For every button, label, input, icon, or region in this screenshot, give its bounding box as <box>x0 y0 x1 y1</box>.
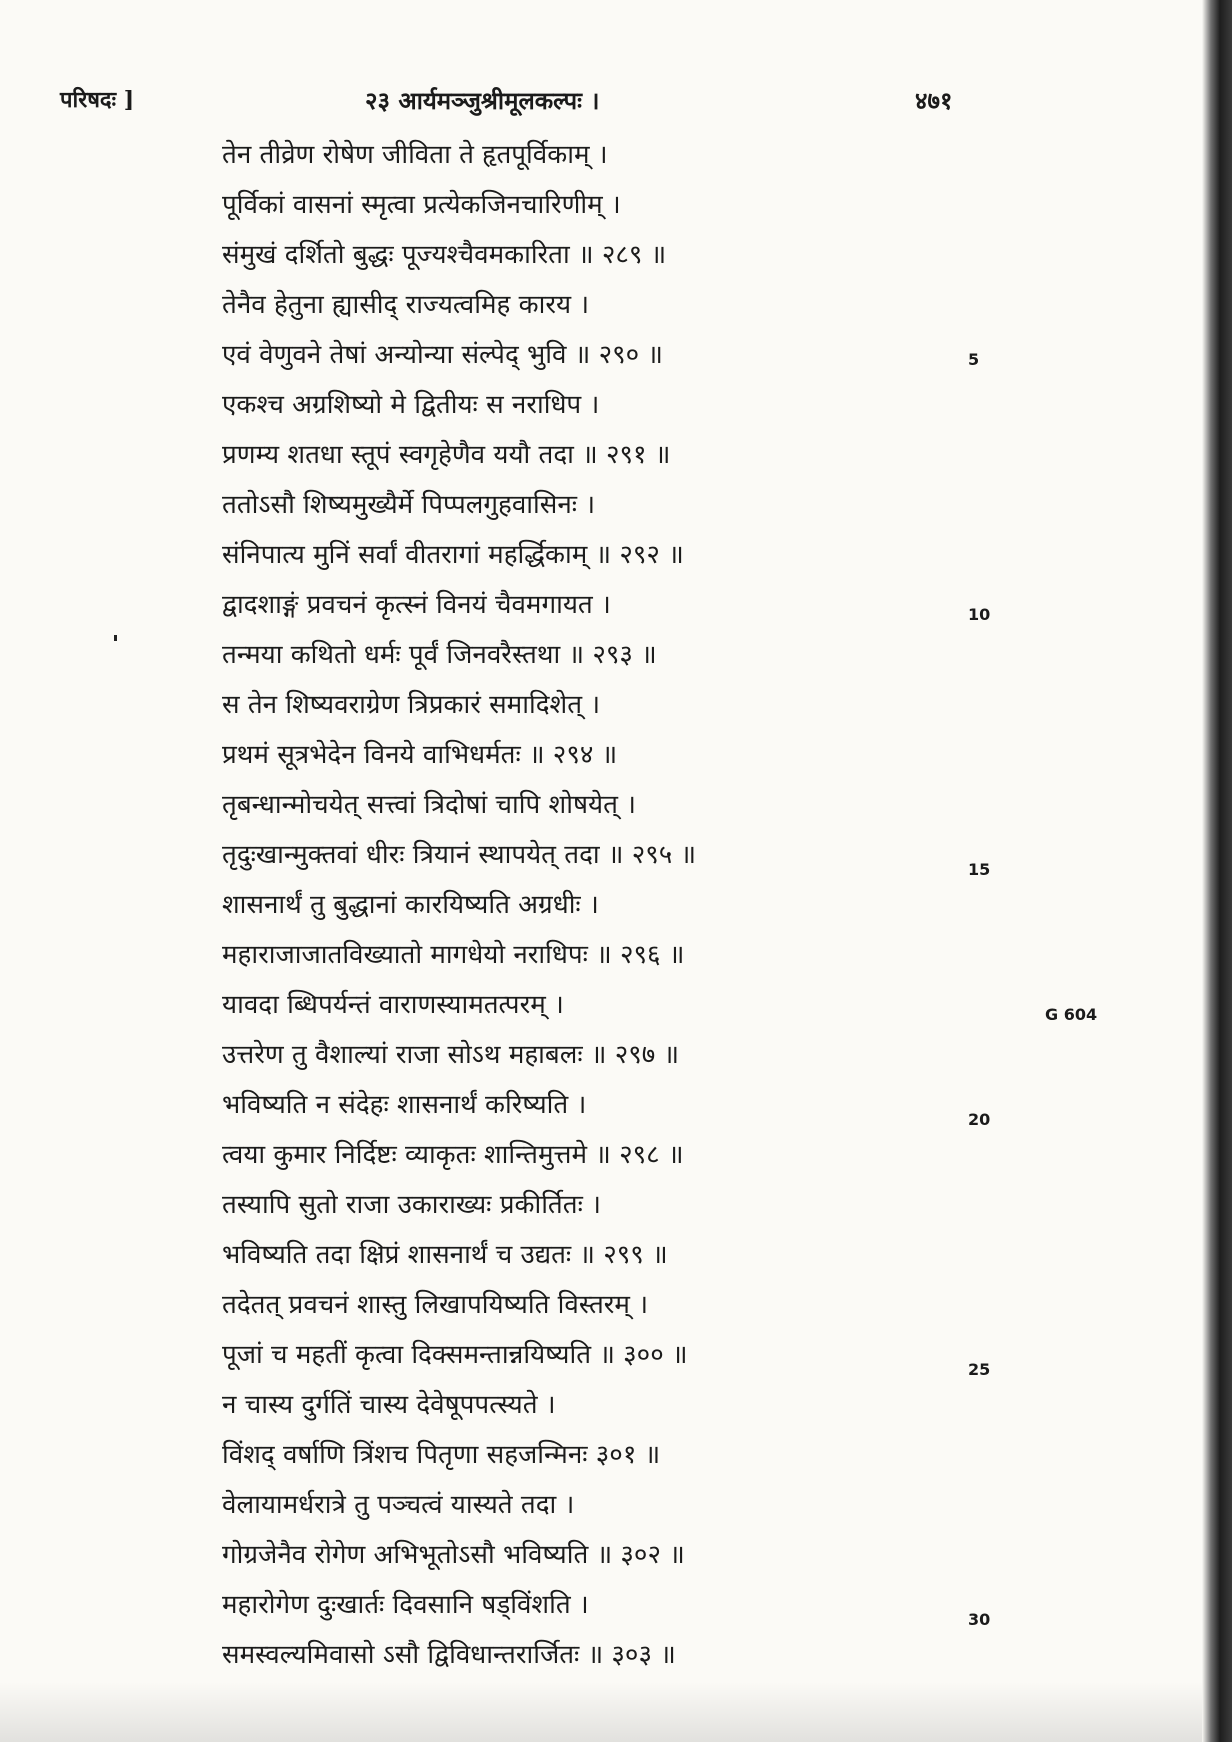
verse-line: प्रथमं सूत्रभेदेन विनये वाभिधर्मतः ॥ २९४ ॥ <box>222 740 618 770</box>
side-reference: G 604 <box>1045 1005 1098 1024</box>
margin-line-number: 15 <box>968 860 991 879</box>
verse-line: वेलायामर्धरात्रे तु पञ्चत्वं यास्यते तदा । <box>222 1490 575 1520</box>
verse-line: तदेतत् प्रवचनं शास्तु लिखापयिष्यति विस्तरम् । <box>222 1290 649 1320</box>
verse-line: तेन तीव्रेण रोषेण जीविता ते हृतपूर्विकाम् । <box>222 140 608 170</box>
verse-line: द्वादशाङ्गं प्रवचनं कृत्स्नं विनयं चैवमगायत । <box>222 590 611 620</box>
verse-line: तेनैव हेतुना ह्यासीद् राज्यत्वमिह कारय । <box>222 290 590 320</box>
verse-line: गोग्रजेनैव रोगेण अभिभूतोऽसौ भविष्यति ॥ ३०२ ॥ <box>222 1540 685 1570</box>
verse-line: एकश्च अग्रशिष्यो मे द्वितीयः स नराधिप । <box>222 390 600 420</box>
verse-line: ततोऽसौ शिष्यमुख्यैर्मे पिप्पलगुहवासिनः । <box>222 490 596 520</box>
verse-line: शासनार्थं तु बुद्धानां कारयिष्यति अग्रधीः । <box>222 890 599 920</box>
running-header <box>0 84 1232 124</box>
page-title: २३ आर्यमञ्जुश्रीमूलकल्पः । <box>365 86 600 115</box>
verse-line: संनिपात्य मुनिं सर्वां वीतरागां महर्द्धिकाम् ॥ २९२ ॥ <box>222 540 684 570</box>
verse-line: यावदा ब्धिपर्यन्तं वाराणस्यामतत्परम् । <box>222 990 564 1020</box>
scan-noise <box>0 1682 1232 1742</box>
verse-line: न चास्य दुर्गतिं चास्य देवेषूपपत्स्यते । <box>222 1390 556 1420</box>
verse-line: महाराजाजातविख्यातो मागधेयो नराधिपः ॥ २९६ ॥ <box>222 940 685 970</box>
verse-line: प्रणम्य शतधा स्तूपं स्वगृहेणैव ययौ तदा ॥ २९१ ॥ <box>222 440 671 470</box>
chapter-label: परिषदः ] <box>60 87 135 113</box>
verse-line: स तेन शिष्यवराग्रेण त्रिप्रकारं समादिशेत् । <box>222 690 601 720</box>
verse-line: तन्मया कथितो धर्मः पूर्वं जिनवरैस्तथा ॥ २९३ ॥ <box>222 640 657 670</box>
verse-line: समस्वल्यमिवासो ऽसौ द्विविधान्तरार्जितः ॥ ३०३ ॥ <box>222 1640 676 1670</box>
verse-line: तस्यापि सुतो राजा उकाराख्यः प्रकीर्तितः । <box>222 1190 601 1220</box>
page-binding-edge <box>1202 0 1232 1742</box>
margin-mark <box>114 635 117 641</box>
verse-line: भविष्यति तदा क्षिप्रं शासनार्थं च उद्यतः ॥ २९९ ॥ <box>222 1240 668 1270</box>
margin-line-number: 10 <box>968 605 991 624</box>
verse-line: विंशद् वर्षाणि त्रिंशच पितृणा सहजन्मिनः ३०१ ॥ <box>222 1440 661 1470</box>
verse-line: तृदुःखान्मुक्तवां धीरः त्रियानं स्थापयेत् तदा ॥ २९५ ॥ <box>222 840 697 870</box>
verse-line: पूर्विकां वासनां स्मृत्वा प्रत्येकजिनचारिणीम् । <box>222 190 621 220</box>
page-number: ४७१ <box>915 86 953 115</box>
verse-line: महारोगेण दुःखार्तः दिवसानि षड्विंशति । <box>222 1590 589 1620</box>
verse-line: संमुखं दर्शितो बुद्धः पूज्यश्चैवमकारिता ॥ २८९ ॥ <box>222 240 667 270</box>
verse-line: उत्तरेण तु वैशाल्यां राजा सोऽथ महाबलः ॥ २९७ ॥ <box>222 1040 680 1070</box>
margin-line-number: 20 <box>968 1110 991 1129</box>
margin-line-number: 30 <box>968 1610 991 1629</box>
verse-line: पूजां च महतीं कृत्वा दिक्समन्तान्नयिष्यति ॥ ३०० ॥ <box>222 1340 688 1370</box>
margin-line-number: 5 <box>968 350 980 369</box>
verse-block <box>222 130 822 1680</box>
margin-line-number: 25 <box>968 1360 991 1379</box>
verse-line: तृबन्धान्मोचयेत् सत्त्वां त्रिदोषां चापि शोषयेत् । <box>222 790 637 820</box>
verse-line: एवं वेणुवने तेषां अन्योन्या संल्पेद् भुवि ॥ २९० ॥ <box>222 340 663 370</box>
verse-line: त्वया कुमार निर्दिष्टः व्याकृतः शान्तिमुत्तमे ॥ २९८ ॥ <box>222 1140 684 1170</box>
verse-line: भविष्यति न संदेहः शासनार्थं करिष्यति । <box>222 1090 587 1120</box>
